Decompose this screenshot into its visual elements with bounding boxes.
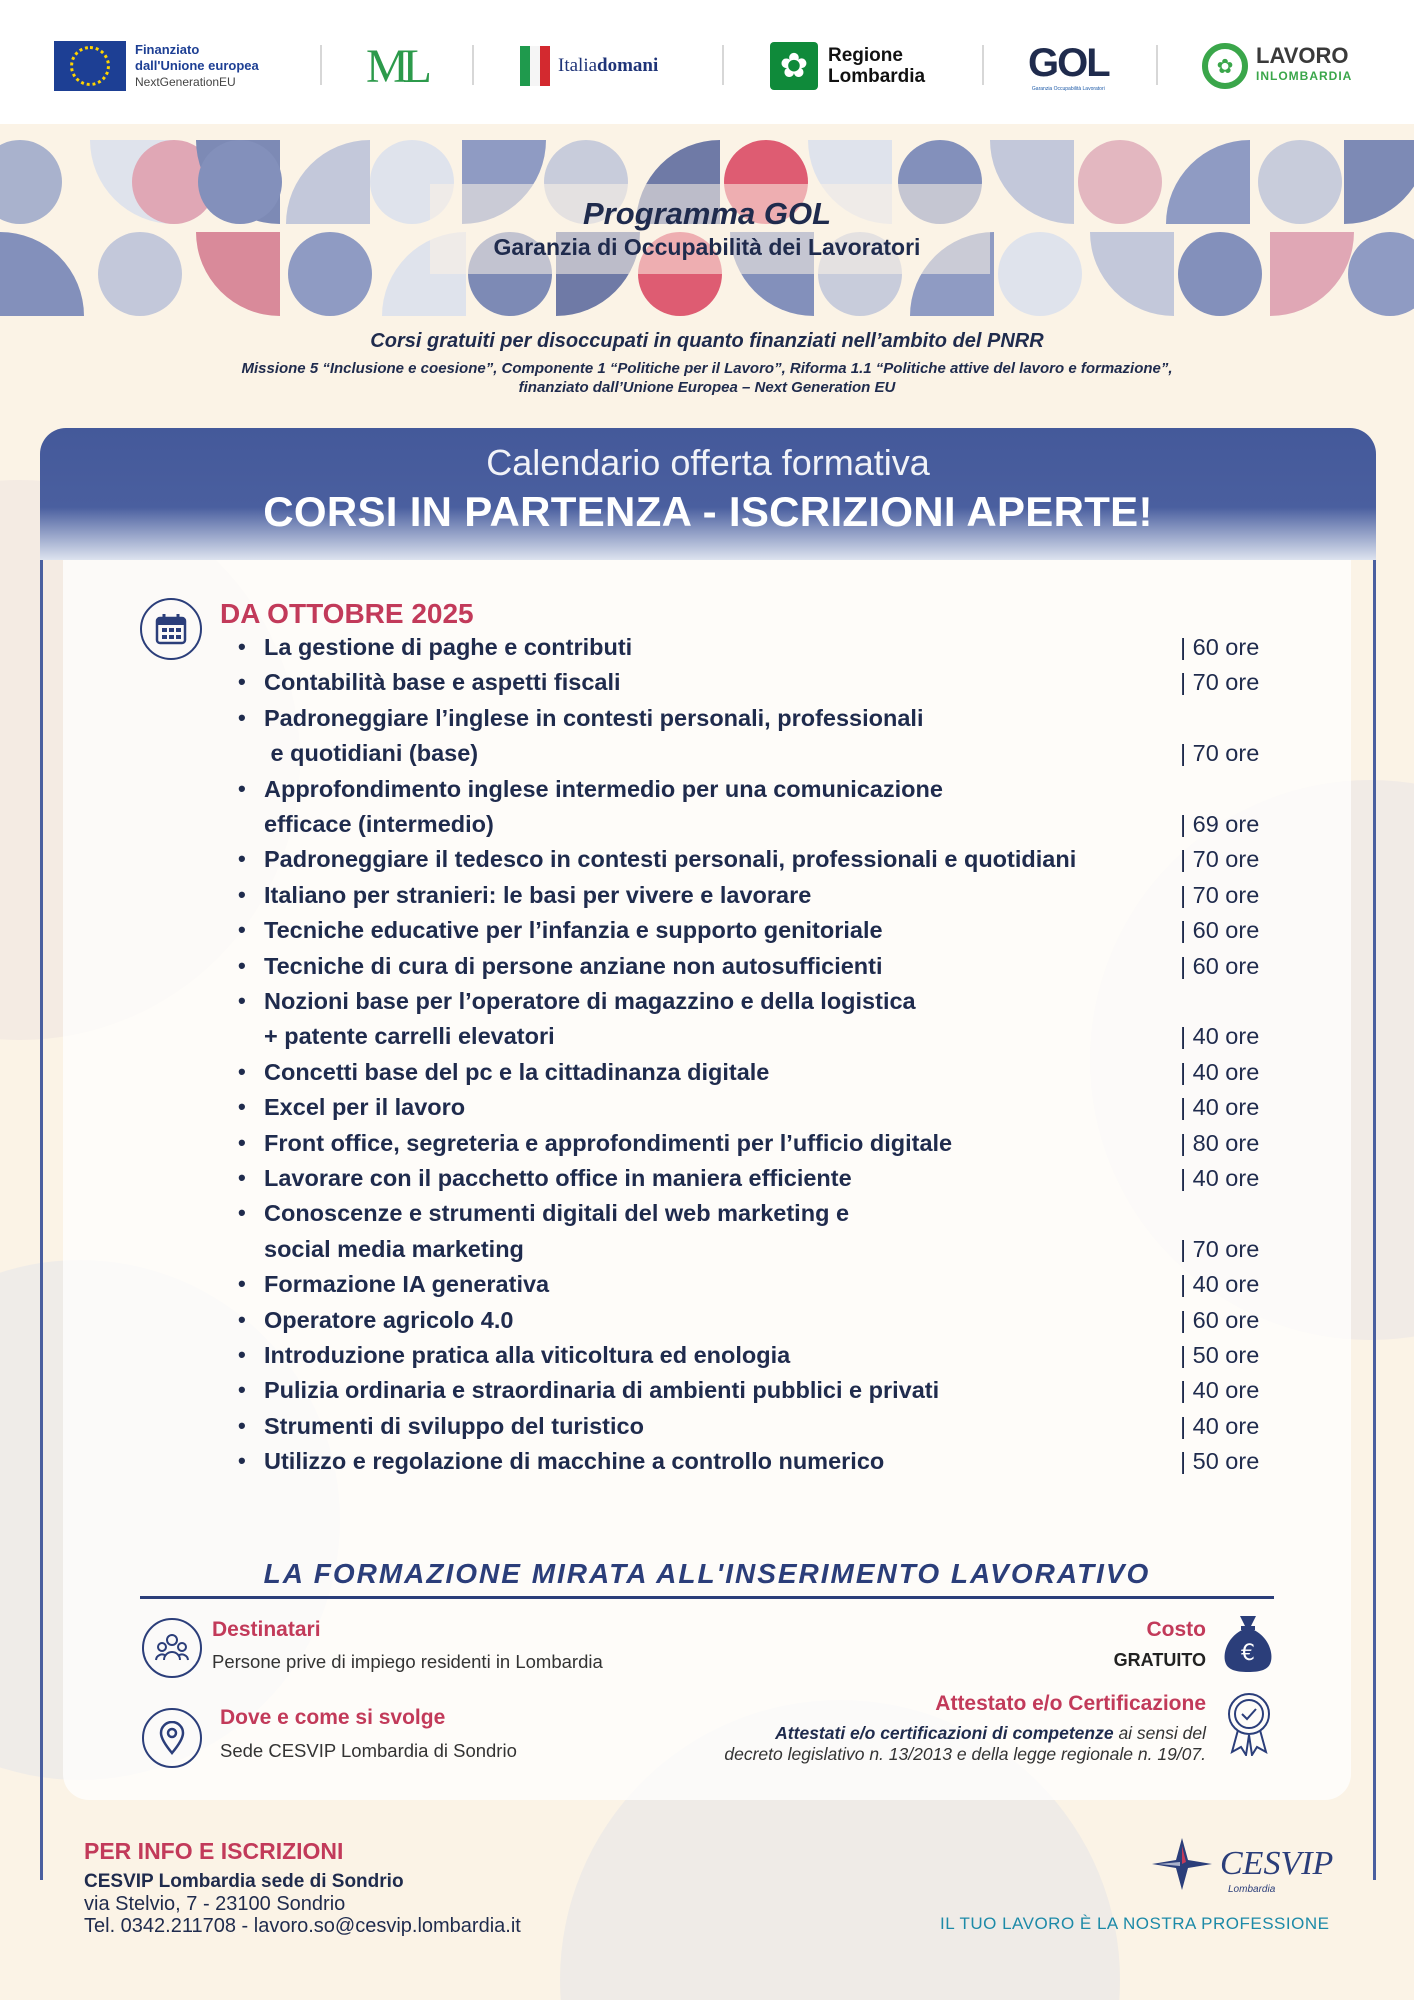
course-item	[0, 1342, 1414, 1377]
dove-label: Dove e come si svolge	[220, 1706, 446, 1729]
contact-address: via Stelvio, 7 - 23100 Sondrio	[84, 1893, 346, 1915]
lavoro-lombardia-icon: ✿	[1202, 43, 1248, 89]
course-title: Pulizia ordinaria e straordinaria di ambienti pubblici e privati	[264, 1377, 940, 1404]
italia-domani-logo	[520, 38, 658, 94]
program-header	[0, 196, 1414, 261]
course-item	[0, 1130, 1414, 1165]
attestato-text	[586, 1723, 1206, 1765]
course-hours: | 40 ore	[1180, 1165, 1260, 1191]
italia-suffix: domani	[597, 55, 659, 76]
ministry-logo	[366, 38, 426, 94]
course-hours: | 60 ore	[1180, 952, 1260, 979]
slogan: IL TUO LAVORO È LA NOSTRA PROFESSIONE	[940, 1914, 1330, 1933]
course-title-line2: e quotidiani (base)	[264, 740, 479, 767]
cesvip-name: CESVIP	[1220, 1845, 1334, 1882]
bullet-icon: •	[238, 988, 246, 1013]
funding-info	[0, 330, 1414, 397]
course-hours: | 40 ore	[1180, 1271, 1260, 1298]
course-item	[0, 1094, 1414, 1129]
bullet-icon: •	[238, 704, 246, 730]
course-title: Contabilità base e aspetti fiscali	[264, 669, 621, 696]
lavoro-line2: INLOMBARDIA	[1256, 69, 1353, 83]
regione-lombardia-logo	[770, 38, 925, 94]
course-item	[0, 1413, 1414, 1448]
course-hours: | 60 ore	[1180, 917, 1260, 944]
course-hours: | 40 ore	[1180, 1412, 1260, 1439]
course-hours: | 50 ore	[1180, 1448, 1260, 1475]
course-hours: | 70 ore	[1180, 669, 1260, 696]
bullet-icon: •	[238, 952, 246, 978]
course-item	[0, 988, 1414, 1023]
eu-line1: Finanziato	[135, 42, 200, 57]
logo-separator	[1156, 45, 1158, 85]
course-title-line2: social media marketing	[264, 1235, 524, 1262]
program-title: Programma GOL	[582, 196, 832, 231]
course-title: Lavorare con il pacchetto office in maniera efficiente	[264, 1165, 852, 1191]
attestato-label: Attestato e/o Certificazione	[935, 1692, 1206, 1715]
course-title: La gestione di paghe e contributi	[264, 634, 633, 660]
lavoro-line1: LAVORO	[1256, 43, 1349, 68]
destinatari-text: Persone prive di impiego residenti in Lombardia	[212, 1651, 603, 1672]
course-item	[0, 776, 1414, 811]
course-hours: | 40 ore	[1180, 1058, 1260, 1085]
costo-value: GRATUITO	[1113, 1650, 1206, 1670]
course-hours: | 69 ore	[1180, 811, 1260, 837]
course-title: Excel per il lavoro	[264, 1094, 466, 1121]
course-item	[0, 1448, 1414, 1483]
course-item	[0, 846, 1414, 881]
program-subtitle: Garanzia di Occupabilità dei Lavoratori	[493, 234, 921, 260]
course-item	[0, 669, 1414, 704]
course-item	[0, 1165, 1414, 1200]
logo-separator	[320, 45, 322, 85]
destinatari-label: Destinatari	[212, 1618, 321, 1641]
regione-line1: Regione	[828, 45, 903, 66]
calendar-headline: CORSI IN PARTENZA - ISCRIZIONI APERTE!	[263, 488, 1153, 535]
ministry-mark: ML	[366, 39, 426, 93]
svg-text:€: €	[1241, 1641, 1255, 1666]
course-title: Tecniche educative per l’infanzia e supporto genitoriale	[264, 917, 883, 944]
italia-prefix: Italia	[558, 55, 598, 76]
contact-org: CESVIP Lombardia sede di Sondrio	[84, 1871, 404, 1892]
course-item	[0, 1271, 1414, 1306]
course-title: Concetti base del pc e la cittadinanza digitale	[264, 1058, 770, 1085]
calendar-title: Calendario offerta formativa	[486, 442, 930, 483]
bullet-icon: •	[238, 669, 246, 695]
funding-line: Corsi gratuiti per disoccupati in quanto finanziati nell’ambito del PNRR	[370, 330, 1044, 352]
dove-text: Sede CESVIP Lombardia di Sondrio	[220, 1740, 517, 1761]
bullet-icon: •	[238, 775, 246, 801]
bullet-icon: •	[238, 1448, 246, 1474]
contact-info	[84, 1838, 521, 1937]
attestato-line2: decreto legislativo n. 13/2013 e della legge regionale n. 19/07.	[724, 1744, 1206, 1764]
attestato-rest: ai sensi del	[1113, 1723, 1206, 1743]
course-title: Utilizzo e regolazione di macchine a controllo numerico	[264, 1448, 885, 1475]
course-title: Strumenti di sviluppo del turistico	[264, 1412, 644, 1439]
course-title: Formazione IA generativa	[264, 1271, 550, 1298]
course-item	[0, 705, 1414, 740]
course-period: DA OTTOBRE 2025	[220, 598, 474, 629]
course-title-line2: efficace (intermedio)	[264, 811, 494, 837]
regione-lombardia-icon: ✿	[770, 42, 818, 90]
people-icon	[142, 1618, 202, 1678]
course-hours: | 80 ore	[1180, 1129, 1260, 1156]
bullet-icon: •	[238, 1412, 246, 1438]
logo-separator	[472, 45, 474, 85]
cesvip-star-icon	[1150, 1836, 1214, 1892]
bullet-icon: •	[238, 1129, 246, 1155]
bullet-icon: •	[238, 846, 246, 872]
course-item-continuation	[0, 1023, 1414, 1058]
bullet-icon: •	[238, 1165, 246, 1190]
bullet-icon: •	[238, 1306, 246, 1332]
bullet-icon: •	[238, 1342, 246, 1367]
bullet-icon: •	[238, 1271, 246, 1297]
gol-letters: GOL	[1028, 40, 1109, 85]
course-item	[0, 1200, 1414, 1235]
course-hours: | 40 ore	[1180, 1094, 1260, 1121]
mission-line2: finanziato dall’Unione Europea – Next Generation EU	[518, 379, 896, 396]
attestato-bold: Attestati e/o certificazioni di competenze	[775, 1723, 1114, 1743]
course-title: Approfondimento inglese intermedio per una comunicazione	[264, 775, 943, 802]
bullet-icon: •	[238, 1058, 246, 1084]
course-title: Padroneggiare l’inglese in contesti personali, professionali	[264, 704, 924, 731]
cesvip-sub: Lombardia	[1228, 1884, 1276, 1895]
bullet-icon: •	[238, 1200, 246, 1226]
target-title: LA FORMAZIONE MIRATA ALL'INSERIMENTO LAVORATIVO	[263, 1558, 1151, 1589]
course-title-line2: + patente carrelli elevatori	[264, 1023, 555, 1050]
gol-logo	[1028, 38, 1109, 94]
course-hours: | 60 ore	[1180, 1306, 1260, 1333]
bullet-icon: •	[238, 917, 246, 943]
course-title: Front office, segreteria e approfondimenti per l’ufficio digitale	[264, 1129, 953, 1156]
logo-separator	[982, 45, 984, 85]
eu-flag-icon	[54, 41, 126, 91]
course-hours: | 60 ore	[1180, 634, 1260, 660]
contact-title: PER INFO E ISCRIZIONI	[84, 1838, 344, 1864]
course-title: Padroneggiare il tedesco in contesti personali, professionali e quotidiani	[264, 846, 1077, 873]
course-title: Italiano per stranieri: le basi per vivere e lavorare	[264, 881, 812, 908]
eu-line3: NextGenerationEU	[135, 75, 236, 89]
course-hours: | 40 ore	[1180, 1377, 1260, 1404]
money-bag-icon	[1222, 1612, 1274, 1679]
course-item-continuation	[0, 811, 1414, 846]
eu-line2: dall'Unione europea	[135, 58, 259, 73]
gol-sub: Garanzia Occupabilità Lavoratori	[1031, 85, 1105, 92]
course-item	[0, 1059, 1414, 1094]
course-title: Introduzione pratica alla viticoltura ed enologia	[264, 1342, 791, 1368]
eu-logo	[54, 38, 259, 94]
italia-flag-icon	[520, 46, 550, 86]
course-hours: | 50 ore	[1180, 1342, 1260, 1368]
mission-line1: Missione 5 “Inclusione e coesione”, Componente 1 “Politiche per il Lavoro”, Riforma 1.1 “Politiche attive del lavoro e formazione”,	[241, 360, 1173, 377]
costo-label: Costo	[1146, 1618, 1206, 1641]
logo-separator	[722, 45, 724, 85]
course-title: Conoscenze e strumenti digitali del web marketing e	[264, 1200, 850, 1227]
course-item-continuation	[0, 740, 1414, 775]
course-title: Nozioni base per l’operatore di magazzino e della logistica	[264, 988, 916, 1014]
course-title: Tecniche di cura di persone anziane non autosufficienti	[264, 952, 883, 979]
location-pin-icon	[142, 1708, 202, 1768]
course-hours: | 40 ore	[1180, 1023, 1260, 1050]
lavoro-lombardia-logo	[1202, 38, 1352, 94]
calendar-header	[40, 428, 1376, 560]
regione-line2: Lombardia	[828, 66, 926, 87]
bullet-icon: •	[238, 1094, 246, 1120]
course-item	[0, 917, 1414, 952]
course-item	[0, 882, 1414, 917]
target-divider	[140, 1596, 1274, 1599]
course-hours: | 70 ore	[1180, 846, 1260, 873]
course-item	[0, 1307, 1414, 1342]
course-item	[0, 1377, 1414, 1412]
course-hours: | 70 ore	[1180, 1235, 1260, 1262]
bullet-icon: •	[238, 881, 246, 907]
logo-bar	[0, 0, 1414, 124]
course-hours: | 70 ore	[1180, 881, 1260, 908]
bullet-icon: •	[238, 634, 246, 659]
course-item-continuation	[0, 1236, 1414, 1271]
course-hours: | 70 ore	[1180, 740, 1260, 767]
bullet-icon: •	[238, 1377, 246, 1403]
course-item	[0, 634, 1414, 669]
certificate-badge-icon	[1224, 1690, 1274, 1761]
course-item	[0, 953, 1414, 988]
contact-phone-email[interactable]: Tel. 0342.211708 - lavoro.so@cesvip.lombardia.it	[84, 1915, 521, 1937]
course-title: Operatore agricolo 4.0	[264, 1306, 514, 1333]
